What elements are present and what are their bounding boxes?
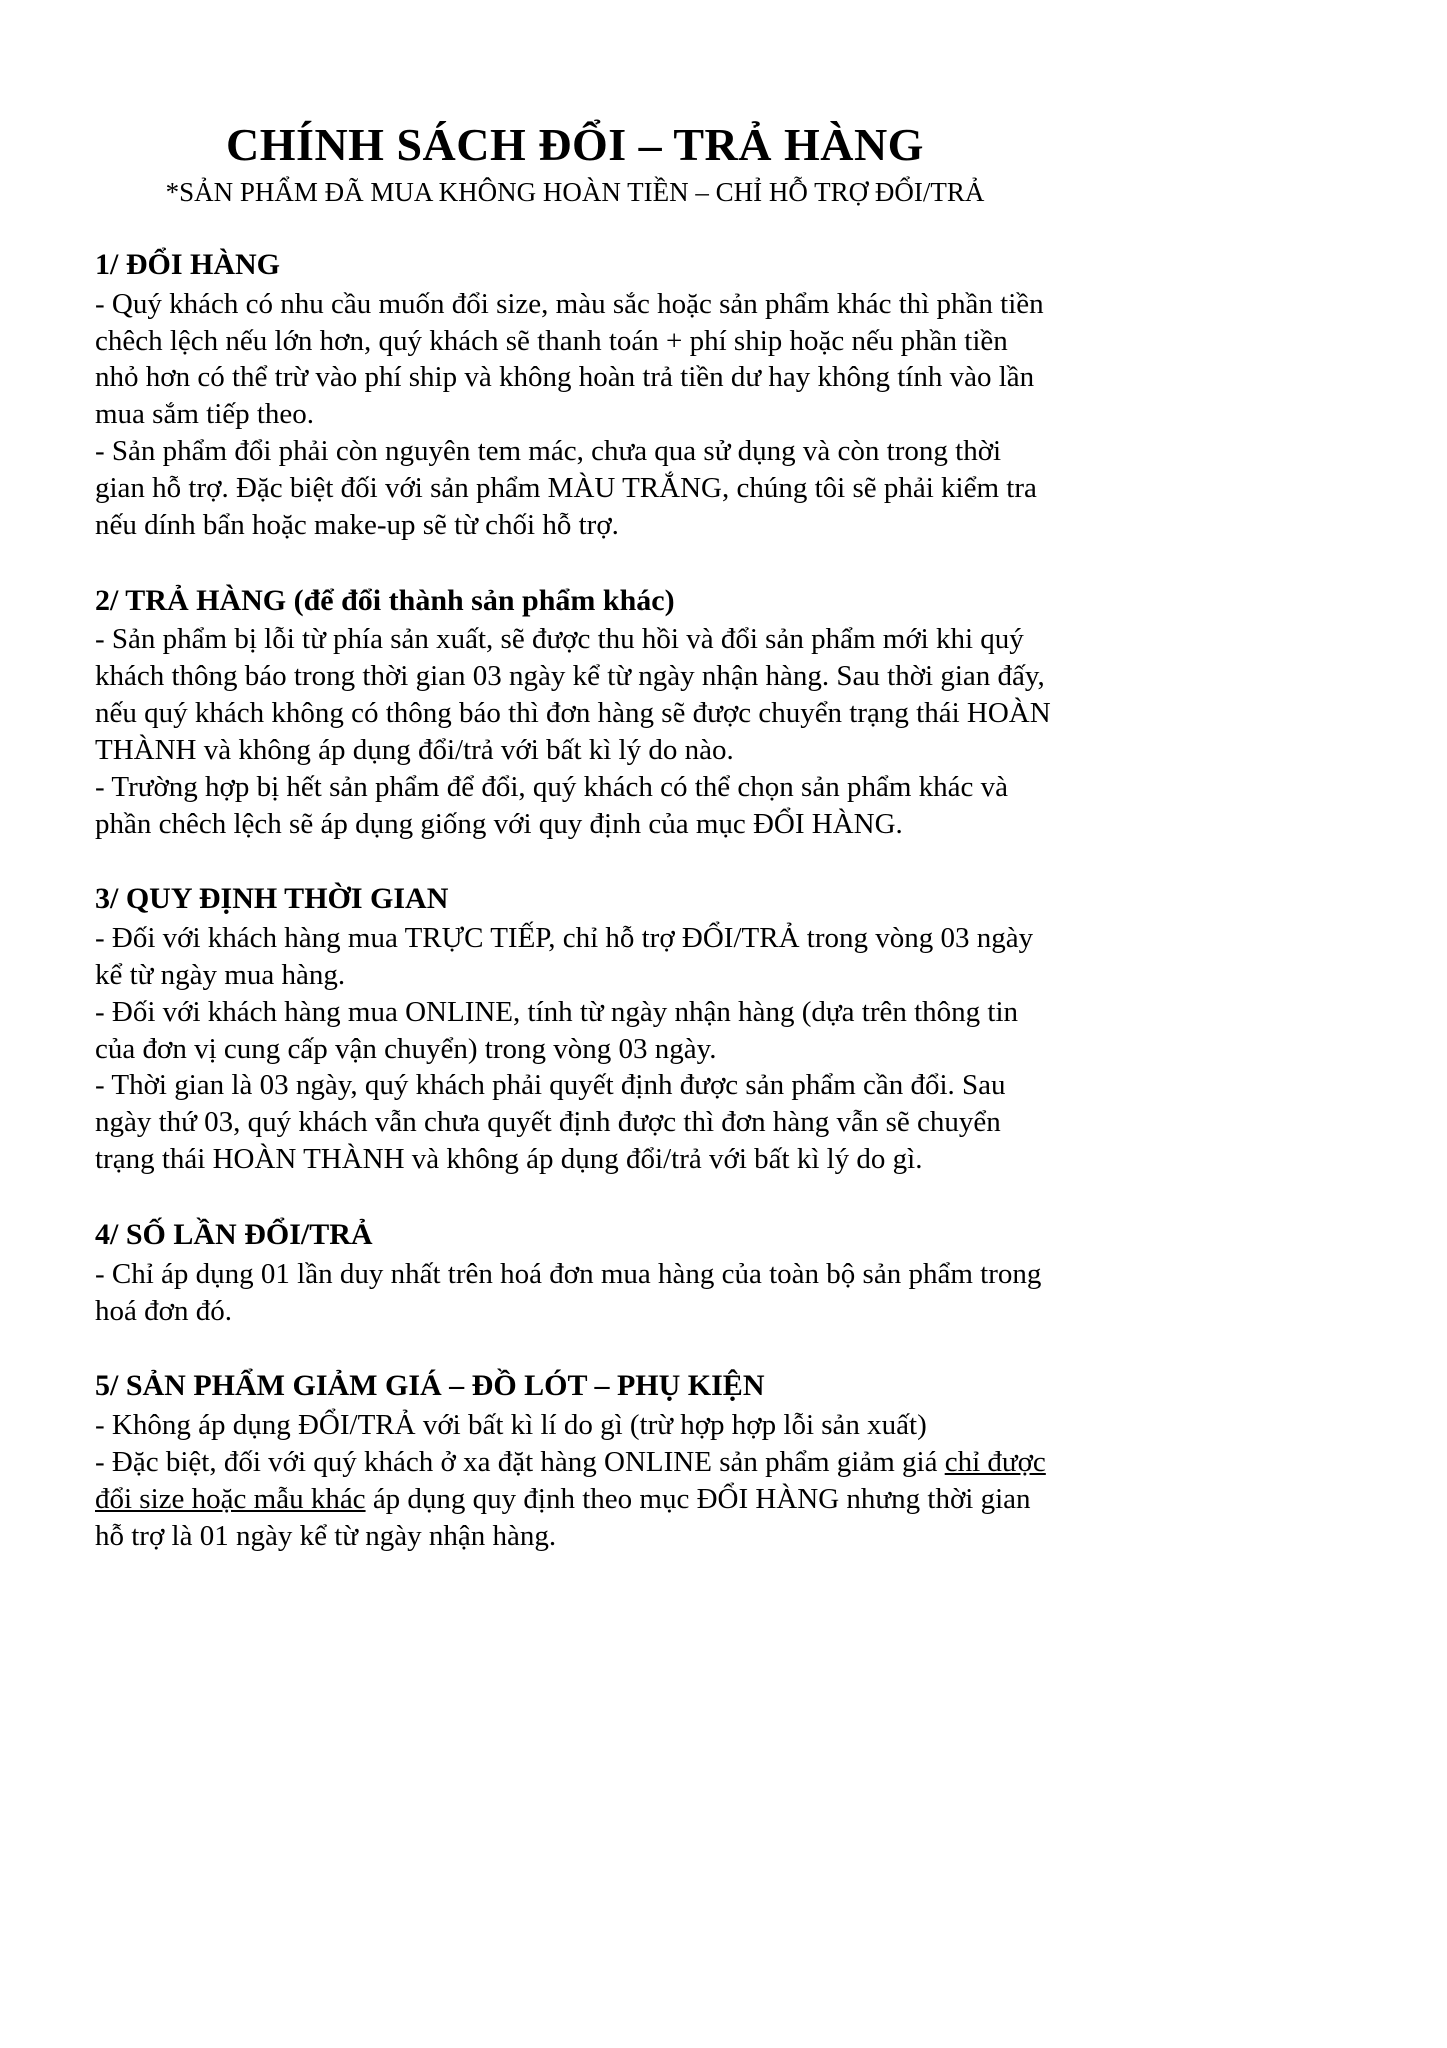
section-3-paragraph-1: - Đối với khách hàng mua TRỰC TIẾP, chỉ hỗ trợ ĐỔI/TRẢ trong vòng 03 ngày kể từ ngày mua hàng. (95, 922, 1034, 991)
underlined-text: chỉ được đổi size hoặc mẫu khác (95, 1446, 1046, 1515)
section-5-paragraph-1: - Không áp dụng ĐỔI/TRẢ với bất kì lí do gì (trừ hợp hợp lỗi sản xuất) (95, 1409, 927, 1442)
page-title: CHÍNH SÁCH ĐỔI – TRẢ HÀNG (226, 119, 924, 170)
section-2-heading: 2/ TRẢ HÀNG (để đổi thành sản phẩm khác) (95, 583, 675, 617)
section-1-heading: 1/ ĐỔI HÀNG (95, 248, 281, 281)
section-2-paragraph-1: - Sản phẩm bị lỗi từ phía sản xuất, sẽ được thu hồi và đổi sản phẩm mới khi quý khách thông báo trong thời gian 03 ngày kể từ ngày nhận hàng. Sau thời gian đấy, nếu quý khách không có thông báo thì đơn hàng sẽ được chuyển trạng thái HOÀN THÀNH và không áp dụng đổi/trả với bất kì lý do nào. (95, 623, 1051, 766)
section-1-doi-hang (95, 246, 1055, 544)
section-3-heading: 3/ QUY ĐỊNH THỜI GIAN (95, 882, 449, 916)
section-1-paragraph-1: - Quý khách có nhu cầu muốn đổi size, màu sắc hoặc sản phẩm khác thì phần tiền chêch lệch nếu lớn hơn, quý khách sẽ thanh toán + phí ship hoặc nếu phần tiền nhỏ hơn có thể trừ vào phí ship và không hoàn trả tiền dư hay không tính vào lần mua sắm tiếp theo. (95, 287, 1044, 431)
section-3-paragraph-2: - Đối với khách hàng mua ONLINE, tính từ ngày nhận hàng (dựa trên thông tin của đơn vị cung cấp vận chuyển) trong vòng 03 ngày. (95, 995, 1019, 1065)
section-1-paragraph-2: - Sản phẩm đổi phải còn nguyên tem mác, chưa qua sử dụng và còn trong thời gian hỗ trợ. Đặc biệt đối với sản phẩm MÀU TRẮNG, chúng tôi sẽ phải kiểm tra nếu dính bẩn hoặc make-up sẽ từ chối hỗ trợ. (95, 435, 1037, 541)
highlight-paragraph-post: áp dụng quy định theo mục ĐỔI HÀNG nhưng thời gian hỗ trợ là 01 ngày kể từ ngày nhận hàng. (95, 1482, 1031, 1552)
section-3-quy-dinh-thoi-gian (95, 880, 1055, 1178)
section-3-paragraph-3: - Thời gian là 03 ngày, quý khách phải quyết định được sản phẩm cần đổi. Sau ngày thứ 03, quý khách vẫn chưa quyết định được thì đơn hàng vẫn sẽ chuyển trạng thái HOÀN THÀNH và không áp dụng đổi/trả với bất kì lý do gì. (95, 1069, 1006, 1176)
section-5-paragraph-2 (95, 1444, 1055, 1554)
section-4-heading: 4/ SỐ LẦN ĐỔI/TRẢ (95, 1217, 373, 1251)
highlight-paragraph-pre: - Đặc biệt, đối với quý khách ở xa đặt hàng ONLINE sản phẩm giảm giá (95, 1446, 945, 1479)
page-subtitle: *SẢN PHẨM ĐÃ MUA KHÔNG HOÀN TIỀN – CHỈ HỖ TRỢ ĐỔI/TRẢ (165, 177, 985, 207)
section-2-tra-hang (95, 582, 1055, 843)
section-4-paragraph-1: - Chỉ áp dụng 01 lần duy nhất trên hoá đơn mua hàng của toàn bộ sản phẩm trong hoá đơn đó. (95, 1257, 1042, 1327)
section-5-heading: 5/ SẢN PHẨM GIẢM GIÁ – ĐỒ LÓT – PHỤ KIỆN (95, 1369, 765, 1403)
section-5-san-pham-giam-gia (95, 1367, 1055, 1554)
section-2-paragraph-2: - Trường hợp bị hết sản phẩm để đổi, quý khách có thể chọn sản phẩm khác và phần chêch lệch sẽ áp dụng giống với quy định của mục ĐỔI HÀNG. (95, 770, 1008, 840)
section-4-so-lan-doi-tra (95, 1216, 1055, 1329)
